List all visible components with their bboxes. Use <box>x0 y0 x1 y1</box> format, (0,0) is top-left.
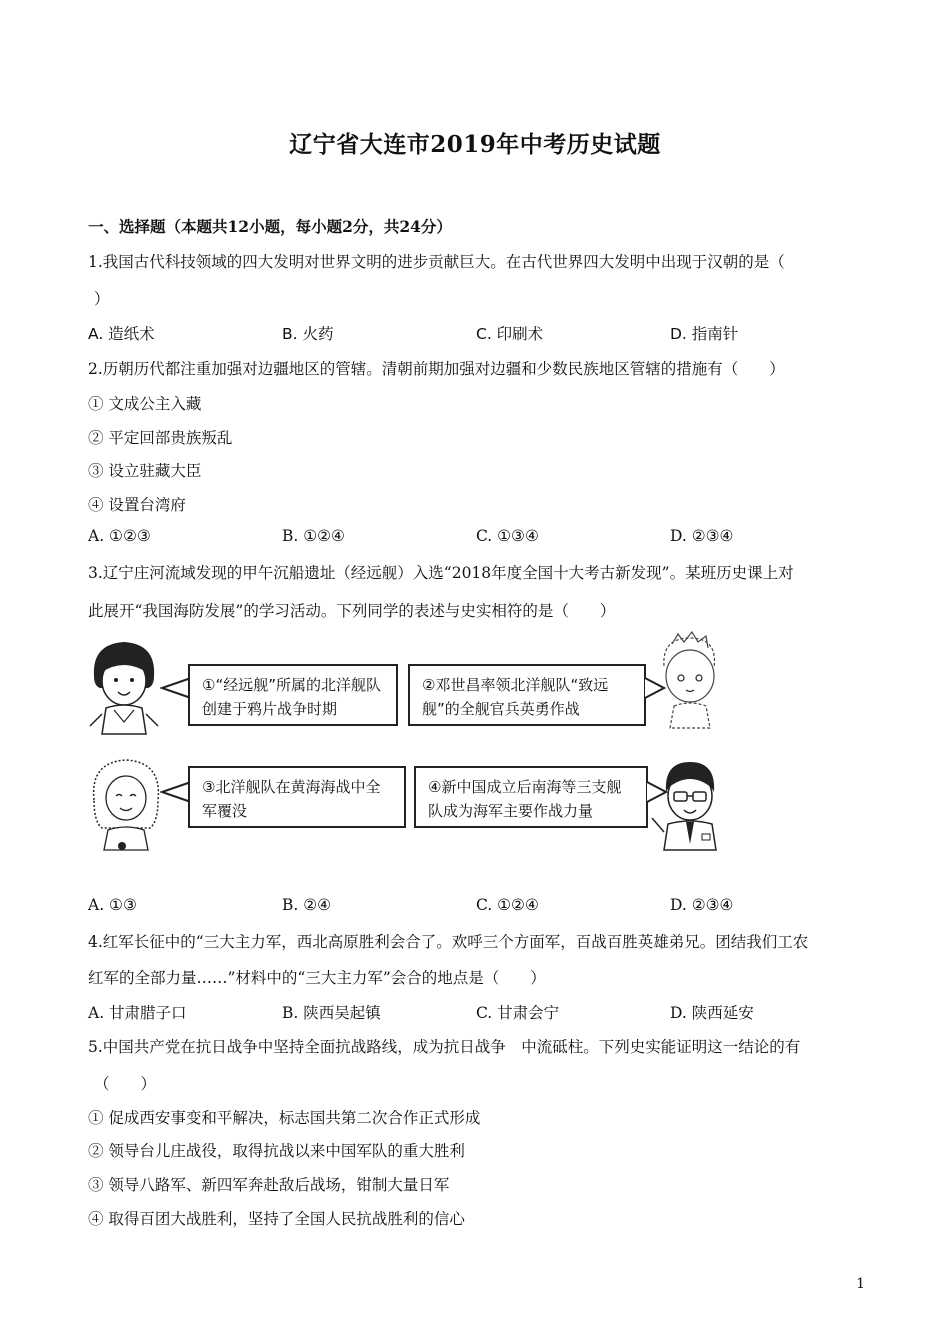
q4-option-d: D. 陕西延安 <box>670 1004 754 1022</box>
q2-option-a: A. ①②③ <box>88 527 151 545</box>
q1-option-a: A. 造纸术 <box>88 325 155 343</box>
speech-bubble-3: ③北洋舰队在黄海海战中全军覆没 <box>188 766 406 828</box>
q3-option-b: B. ②④ <box>282 896 332 914</box>
q3-option-a: A. ①③ <box>88 896 137 914</box>
q3-option-c: C. ①②④ <box>476 896 539 914</box>
q1-stem-line2: ） <box>94 290 110 308</box>
q2-item-1: ① 文成公主入藏 <box>88 395 202 413</box>
q2-option-c: C. ①③④ <box>476 527 539 545</box>
q4-option-a: A. 甘肃腊子口 <box>88 1004 187 1022</box>
student-girl-curly-hair-icon <box>86 752 166 852</box>
section-heading: 一、选择题（本题共12小题，每小题2分，共24分） <box>88 217 452 236</box>
student-boy-sketch-icon <box>648 630 730 730</box>
speech-bubble-4: ④新中国成立后南海等三支舰队成为海军主要作战力量 <box>414 766 648 828</box>
q4-stem-line2: 红军的全部力量……”材料中的“三大主力军”会合的地点是（ ） <box>88 969 546 987</box>
q3-stem-line1: 3.辽宁庄河流域发现的甲午沉船遗址（经远舰）入选“2018年度全国十大考古新发现”。某班历史课上对 <box>88 564 794 582</box>
speech-bubble-2: ②邓世昌率领北洋舰队“致远舰”的全舰官兵英勇作战 <box>408 664 646 726</box>
q1-option-d: D. 指南针 <box>670 325 739 343</box>
student-girl-short-hair-icon <box>84 636 164 736</box>
q2-option-b: B. ①②④ <box>282 527 345 545</box>
q2-item-2: ② 平定回部贵族叛乱 <box>88 429 233 447</box>
q5-item-4: ④ 取得百团大战胜利，坚持了全国人民抗战胜利的信心 <box>88 1210 465 1228</box>
q5-item-2: ② 领导台儿庄战役，取得抗战以来中国军队的重大胜利 <box>88 1142 465 1160</box>
q1-option-b: B. 火药 <box>282 325 334 343</box>
q5-stem-line2: （ ） <box>94 1075 157 1093</box>
q4-stem-line1: 4.红军长征中的“三大主力军，西北高原胜利会合了。欢呼三个方面军，百战百胜英雄弟兄。团结我们工农 <box>88 933 809 951</box>
q5-item-1: ① 促成西安事变和平解决，标志国共第二次合作正式形成 <box>88 1109 481 1127</box>
q1-stem-line1: 1.我国古代科技领域的四大发明对世界文明的进步贡献巨大。在古代世界四大发明中出现于汉朝的是（ <box>88 253 785 271</box>
q3-option-d: D. ②③④ <box>670 896 734 914</box>
q3-stem-line2: 此展开“我国海防发展”的学习活动。下列同学的表述与史实相符的是（ ） <box>88 602 616 620</box>
q2-option-d: D. ②③④ <box>670 527 734 545</box>
q5-stem-line1: 5.中国共产党在抗日战争中坚持全面抗战路线，成为抗日战争 中流砥柱。下列史实能证明这一结论的有 <box>88 1038 801 1056</box>
q4-option-c: C. 甘肃会宁 <box>476 1004 560 1022</box>
page-number: 1 <box>856 1276 865 1292</box>
speech-bubble-1: ①“经远舰”所属的北洋舰队创建于鸦片战争时期 <box>188 664 398 726</box>
student-boy-glasses-icon <box>648 752 730 852</box>
q4-option-b: B. 陕西吴起镇 <box>282 1004 381 1022</box>
q1-option-c: C. 印刷术 <box>476 325 544 343</box>
q2-stem: 2.历朝历代都注重加强对边疆地区的管辖。清朝前期加强对边疆和少数民族地区管辖的措施有（ ） <box>88 360 785 378</box>
page-title: 辽宁省大连市2019年中考历史试题 <box>289 131 661 158</box>
q2-item-4: ④ 设置台湾府 <box>88 496 186 514</box>
q2-item-3: ③ 设立驻藏大臣 <box>88 462 202 480</box>
q5-item-3: ③ 领导八路军、新四军奔赴敌后战场，钳制大量日军 <box>88 1176 450 1194</box>
